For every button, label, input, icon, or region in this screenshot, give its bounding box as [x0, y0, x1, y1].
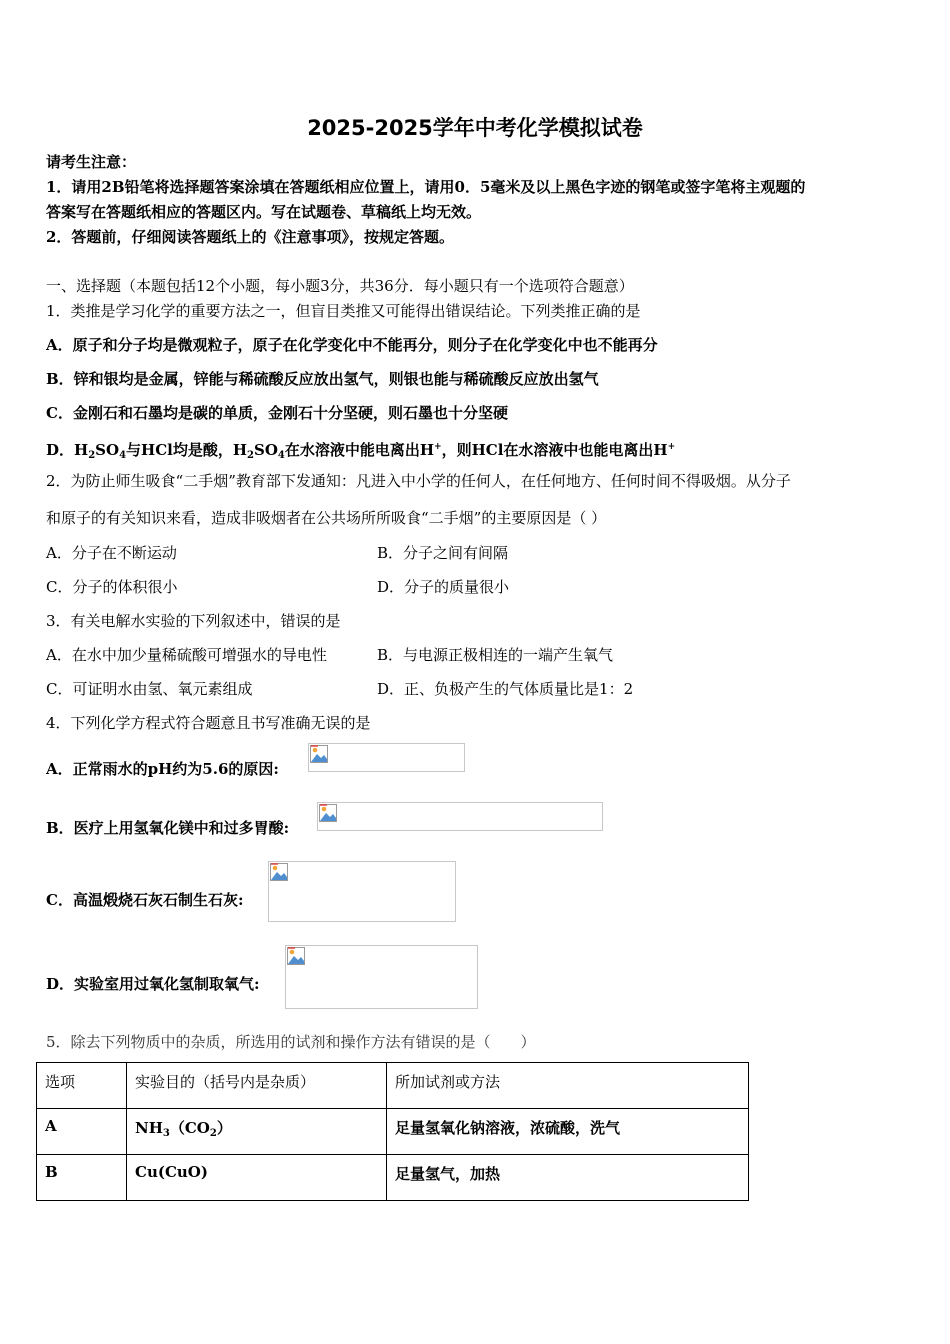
- table-row: [37, 1109, 749, 1155]
- subscript: 2: [209, 1128, 217, 1139]
- notice-item-2: 2．答题前，仔细阅读答题纸上的《注意事项》，按规定答题。: [46, 228, 454, 246]
- option-d-text: D．H: [46, 441, 89, 459]
- table-row: [37, 1155, 749, 1201]
- question-4-option-b: B．医疗上用氢氧化镁中和过多胃酸:: [46, 819, 290, 837]
- question-1-option-a: A．原子和分子均是微观粒子，原子在化学变化中不能再分，则分子在化学变化中也不能再分: [46, 336, 658, 354]
- question-1-option-c: C．金刚石和石墨均是碳的单质，金刚石十分坚硬，则石墨也十分坚硬: [46, 404, 508, 422]
- option-d-text: 与HCl均是酸，H: [126, 441, 248, 459]
- broken-image-icon: [287, 947, 305, 965]
- table-cell-target: Cu(CuO): [127, 1155, 387, 1201]
- table-header-cell: 选项: [37, 1063, 127, 1109]
- subscript: 2: [88, 450, 96, 461]
- formula-text: NH: [135, 1119, 163, 1137]
- subscript: 2: [247, 450, 254, 461]
- question-3-option-d: D．正、负极产生的气体质量比是1：2: [377, 680, 634, 698]
- question-4-option-a: A．正常雨水的pH约为5.6的原因:: [46, 760, 279, 778]
- table-header-cell: 所加试剂或方法: [387, 1063, 749, 1109]
- equation-image-a: [308, 743, 465, 772]
- table-cell-method: 足量氢气，加热: [387, 1155, 749, 1201]
- question-4-option-d: D．实验室用过氧化氢制取氧气:: [46, 975, 260, 993]
- superscript: +: [667, 442, 676, 452]
- subscript: 4: [277, 450, 285, 461]
- question-1-option-b: B．锌和银均是金属，锌能与稀硫酸反应放出氢气，则银也能与稀硫酸反应放出氢气: [46, 370, 599, 388]
- section-heading: 一、选择题（本题包括12个小题，每小题3分，共36分．每小题只有一个选项符合题意）: [46, 277, 634, 295]
- equation-image-d: [285, 945, 478, 1009]
- question-2-option-a: A．分子在不断运动: [46, 544, 177, 562]
- question-4-option-c: C．高温煅烧石灰石制生石灰:: [46, 891, 244, 909]
- question-1-option-d: [46, 437, 675, 466]
- question-2-option-d: D．分子的质量很小: [377, 578, 510, 596]
- option-d-text: SO: [253, 441, 278, 459]
- question-5-stem: 5．除去下列物质中的杂质，所选用的试剂和操作方法有错误的是（ ）: [46, 1033, 536, 1051]
- question-1-stem: 1．类推是学习化学的重要方法之一，但盲目类推又可能得出错误结论。下列类推正确的是: [46, 302, 641, 320]
- equation-image-c: [268, 861, 456, 922]
- question-2-stem-line-1: 2．为防止师生吸食“二手烟”教育部下发通知：凡进入中小学的任何人，在任何地方、任何时间不得吸烟。从分子: [46, 472, 791, 490]
- notice-item-1-line-1: 1．请用2B铅笔将选择题答案涂填在答题纸相应位置上，请用0．5毫米及以上黑色字迹的钢笔或签字笔将主观题的: [46, 178, 806, 196]
- question-2-stem-line-2: 和原子的有关知识来看，造成非吸烟者在公共场所所吸食“二手烟”的主要原因是（ ）: [46, 509, 607, 527]
- question-3-option-a: A．在水中加少量稀硫酸可增强水的导电性: [46, 646, 327, 664]
- question-3-option-c: C．可证明水由氢、氧元素组成: [46, 680, 253, 698]
- subscript: 4: [119, 450, 127, 461]
- superscript: +: [434, 442, 442, 452]
- broken-image-icon: [310, 745, 328, 763]
- question-3-stem: 3．有关电解水实验的下列叙述中，错误的是: [46, 612, 341, 630]
- option-d-text: 在水溶液中能电离出H: [284, 441, 435, 459]
- option-d-text: SO: [95, 441, 120, 459]
- equation-image-b: [317, 802, 603, 831]
- subscript: 3: [162, 1128, 170, 1139]
- table-cell-target: [127, 1109, 387, 1155]
- table-header-row: [37, 1063, 749, 1109]
- formula-text: （CO: [169, 1119, 210, 1137]
- table-header-cell: 实验目的（括号内是杂质）: [127, 1063, 387, 1109]
- broken-image-icon: [270, 863, 288, 881]
- question-2-option-b: B．分子之间有间隔: [377, 544, 509, 562]
- question-2-option-c: C．分子的体积很小: [46, 578, 178, 596]
- notice-heading: 请考生注意：: [46, 153, 137, 171]
- question-3-option-b: B．与电源正极相连的一端产生氧气: [377, 646, 614, 664]
- notice-item-1-line-2: 答案写在答题纸相应的答题区内。写在试题卷、草稿纸上均无效。: [46, 203, 482, 221]
- question-4-stem: 4．下列化学方程式符合题意且书写准确无误的是: [46, 714, 371, 732]
- table-cell-option: B: [37, 1155, 127, 1201]
- option-d-text: ，则HCl在水溶液中也能电离出H: [441, 441, 668, 459]
- broken-image-icon: [319, 804, 337, 822]
- formula-text: ）: [216, 1119, 232, 1137]
- table-cell-option: A: [37, 1109, 127, 1155]
- question-5-table: [36, 1062, 749, 1201]
- table-cell-method: 足量氢氧化钠溶液，浓硫酸，洗气: [387, 1109, 749, 1155]
- page-title: 2025-2025学年中考化学模拟试卷: [307, 116, 643, 140]
